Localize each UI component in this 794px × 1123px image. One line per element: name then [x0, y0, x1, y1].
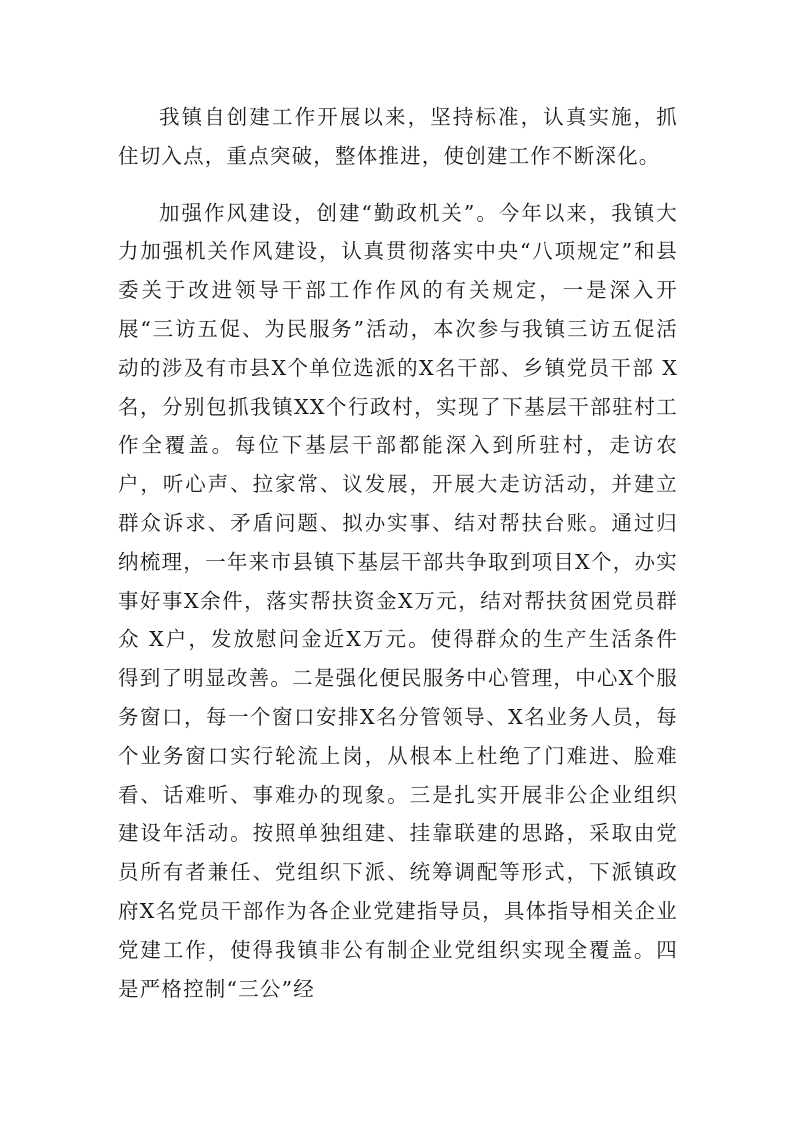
document-body — [118, 98, 678, 1008]
paragraph-work-style: 加强作风建设，创建“勤政机关”。今年以来，我镇大力加强机关作风建设，认真贯彻落实中央“八项规定”和县委关于改进领导干部工作作风的有关规定，一是深入开展“三访五促、为民服务”活动，本次参与我镇三访五促活动的涉及有市县X个单位选派的X名干部、乡镇党员干部 X名，分别包抓我镇XX个行政村，实现了下基层干部驻村工作全覆盖。每位下基层干部都能深入到所驻村，走访农户，听心声、拉家常、议发展，开展大走访活动，并建立群众诉求、矛盾问题、拟办实事、结对帮扶台账。通过归纳梳理，一年来市县镇下基层干部共争取到项目X个，办实事好事X余件，落实帮扶资金X万元，结对帮扶贫困党员群众 X户，发放慰问金近X万元。使得群众的生产生活条件得到了明显改善。二是强化便民服务中心管理，中心X个服务窗口，每一个窗口安排X名分管领导、X名业务人员，每个业务窗口实行轮流上岗，从根本上杜绝了门难进、脸难看、话难听、事难办的现象。三是扎实开展非公企业组织建设年活动。按照单独组建、挂靠联建的思路，采取由党员所有者兼任、党组织下派、统筹调配等形式，下派镇政府X名党员干部作为各企业党建指导员，具体指导相关企业党建工作，使得我镇非公有制企业党组织实现全覆盖。四是严格控制“三公”经 — [118, 200, 678, 1001]
paragraph-intro: 我镇自创建工作开展以来，坚持标准，认真实施，抓住切入点，重点突破，整体推进，使创建工作不断深化。 — [118, 105, 678, 168]
